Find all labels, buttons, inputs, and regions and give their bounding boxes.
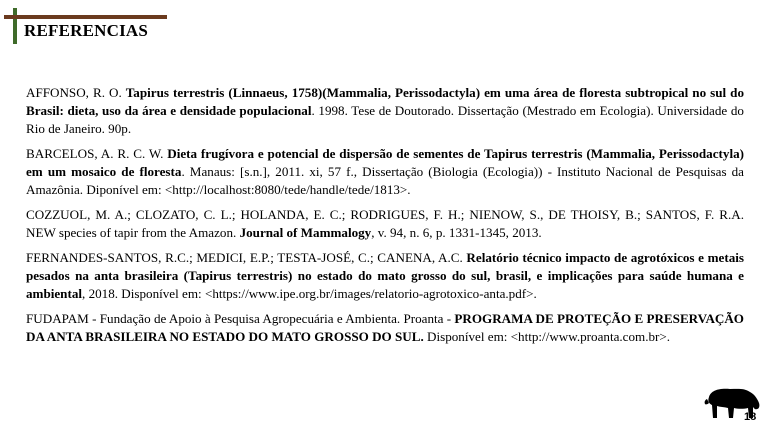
reference-prefix: AFFONSO, R. O.	[26, 85, 126, 100]
reference-title: Journal of Mammalogy	[239, 225, 372, 240]
reference-fernandes-santos	[26, 249, 744, 303]
reference-prefix: FERNANDES-SANTOS, R.C.; MEDICI, E.P.; TESTA-JOSÉ, C.; CANENA, A.C.	[26, 250, 467, 265]
reference-title: Tapirus terrestris (Linnaeus, 1758)(Mammalia, Perissodactyla) em uma área de floresta subtropical no sul do Brasil: dieta, uso da área e densidade populacional	[26, 85, 745, 118]
page-number: 18	[744, 411, 757, 423]
decorative-cross-vertical-bar	[13, 8, 17, 44]
reference-barcelos	[26, 145, 744, 199]
reference-suffix: Disponível em: <http://www.proanta.com.br>.	[423, 329, 671, 344]
reference-suffix: , 2018. Disponível em: <https://www.ipe.org.br/images/relatorio-agrotoxico-anta.pdf>.	[82, 286, 537, 301]
reference-title: Dieta frugívora e potencial de dispersão de sementes de Tapirus terrestris (Mammalia, Perissodactyla) em um mosaico de floresta	[26, 146, 744, 179]
page-title: REFERENCIAS	[24, 21, 149, 40]
reference-title: Relatório técnico impacto de agrotóxicos e metais pesados na anta brasileira (Tapirus terrestris) no estado do mato grosso do sul, brasil, e implicações para saúde humana e ambiental	[26, 250, 744, 301]
reference-prefix: BARCELOS, A. R. C. W.	[26, 146, 168, 161]
decorative-cross-horizontal-bar	[4, 15, 167, 19]
reference-cozzuol	[26, 206, 744, 242]
reference-prefix: COZZUOL, M. A.; CLOZATO, C. L.; HOLANDA, E. C.; RODRIGUES, F. H.; NIENOW, S., DE THOISY, B.; SANTOS, F. R.A. NEW species of tapir from the Amazon.	[26, 207, 744, 240]
reference-title: PROGRAMA DE PROTEÇÃO E PRESERVAÇÃO DA ANTA BRASILEIRA NO ESTADO DO MATO GROSSO DO SUL.	[26, 311, 744, 344]
reference-suffix: , v. 94, n. 6, p. 1331-1345, 2013.	[371, 225, 542, 240]
reference-fudapam	[26, 310, 744, 346]
reference-suffix: . Manaus: [s.n.], 2011. xi, 57 f., Dissertação (Biologia (Ecologia)) - Instituto Nacional de Pesquisas da Amazônia. Diponível em: <http://localhost:8080/tede/handle/tede/1813>.	[26, 164, 744, 197]
reference-affonso	[26, 84, 744, 138]
reference-list	[26, 84, 744, 353]
reference-prefix: FUDAPAM - Fundação de Apoio à Pesquisa Agropecuária e Ambienta. Proanta -	[26, 311, 455, 326]
reference-suffix: . 1998. Tese de Doutorado. Dissertação (Mestrado em Ecologia). Universidade do Rio de Janeiro. 90p.	[26, 103, 744, 136]
